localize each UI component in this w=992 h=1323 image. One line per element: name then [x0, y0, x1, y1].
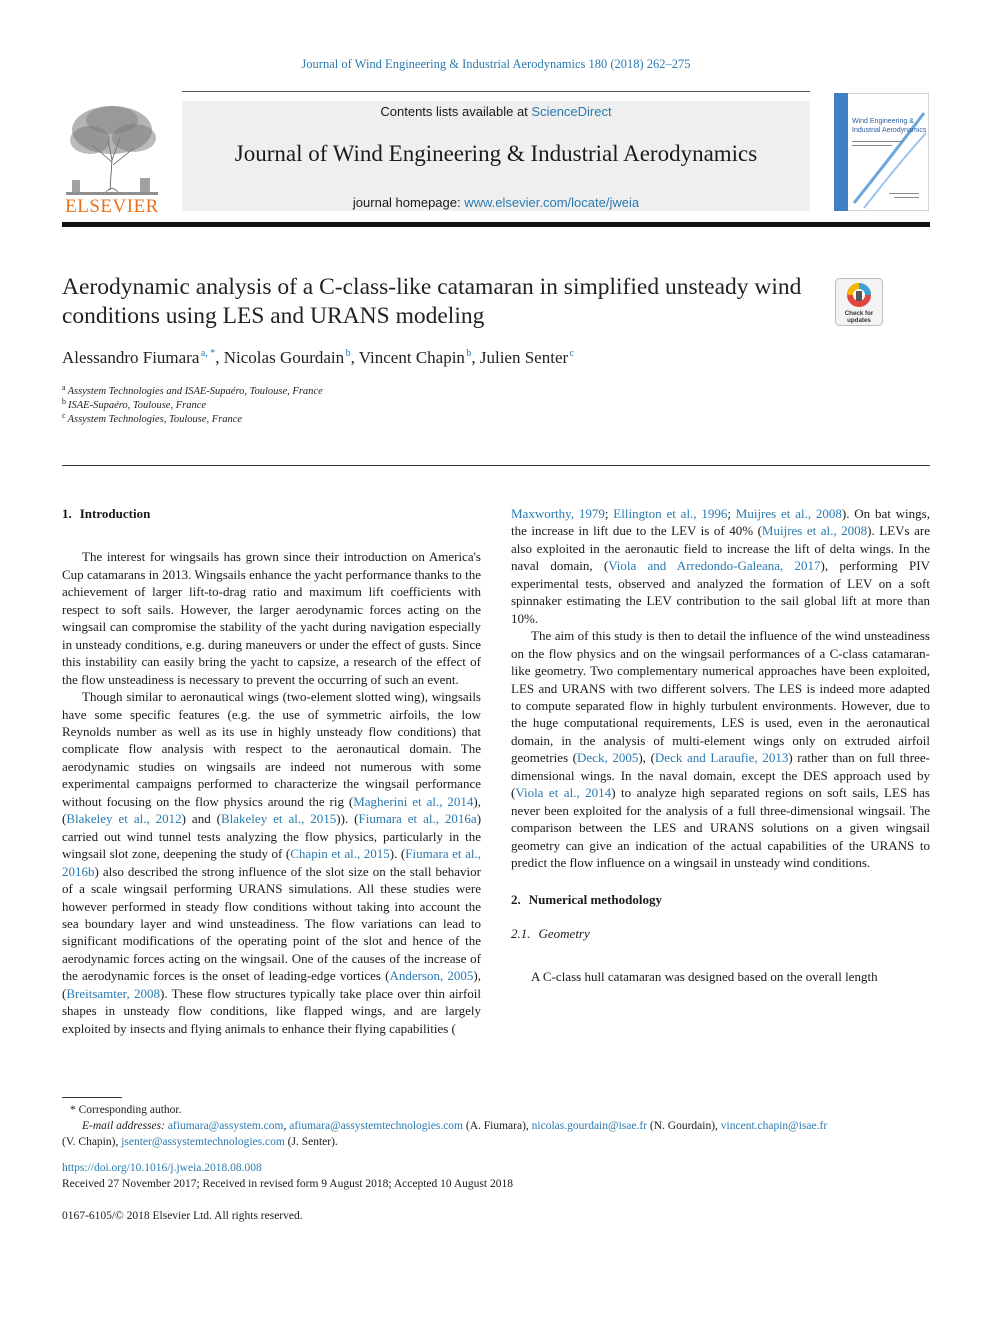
body-column-left [62, 505, 481, 1037]
email-link[interactable]: nicolas.gourdain@isae.fr [531, 1120, 648, 1132]
crossmark-line2: updates [847, 317, 871, 324]
author-affil-sup[interactable]: b [345, 348, 351, 359]
doi-link[interactable]: https://doi.org/10.1016/j.jweia.2018.08.008 [62, 1162, 262, 1174]
homepage-link[interactable]: www.elsevier.com/locate/jweia [464, 195, 640, 210]
author-affil-sup[interactable]: b [466, 348, 472, 359]
body-paragraph [511, 627, 930, 871]
section-heading-numerical-methodology [511, 891, 930, 908]
citation-link[interactable]: Deck and Laraufie, 2013 [654, 750, 789, 766]
citation-link[interactable]: Chapin et al., 2015 [290, 846, 390, 862]
citation-link[interactable]: Fiumara et al., 2016a [358, 811, 477, 827]
text-run: The aim of this study is then to detail the influence of the wind unsteadiness on the flow physics and on the wingsail performances of a C-class catamaran-like geometry. Two complementary numerical approaches have been exploited, LES and URANS with two different solvers. The LES is indeed more adapted to compute separated flow in highly turbulent environments. However, due to the huge computational requirements, LES is used, even in the aeronautical domain, in the analysis of multi-element wings only on extruded airfoil geometries ( [511, 628, 930, 766]
author-affil-sup[interactable]: c [569, 348, 575, 359]
homepage-prefix: journal homepage: [352, 195, 465, 210]
citation-link[interactable]: Blakeley et al., 2015 [220, 811, 337, 827]
footnote-text: Corresponding author. [78, 1104, 182, 1116]
copyright-notice: 0167-6105/© 2018 Elsevier Ltd. All rights reserved. [62, 1210, 303, 1222]
body-paragraph-continued [511, 505, 930, 627]
header-rule [62, 222, 930, 227]
journal-cover-thumbnail[interactable] [834, 93, 929, 211]
author-list [62, 348, 574, 368]
footnotes [62, 1102, 930, 1150]
affiliation [62, 383, 323, 397]
text-run: ). On bat wings, the increase in lift due to the LEV is of 40% ( [511, 506, 930, 539]
affiliation-text: Assystem Technologies and ISAE-Supaéro, Toulouse, France [67, 386, 323, 397]
section-heading-introduction [62, 505, 481, 522]
crossmark-line1: Check for [844, 310, 874, 317]
email-link[interactable]: jsenter@assystemtechnologies.com [121, 1136, 285, 1148]
text-run: ). LEVs are also exploited in the aeronautic field to increase the lift of delta wings. In the naval domain, ( [511, 523, 930, 574]
author-affil-sup[interactable]: a, * [200, 348, 216, 359]
citation-link[interactable]: Fiumara et al., 2016b [62, 846, 481, 879]
email-owner: (V. Chapin), [62, 1136, 119, 1148]
affiliation [62, 411, 242, 425]
text-run: ). ( [389, 846, 406, 862]
section-title: Numerical methodology [528, 891, 662, 907]
footnote-star: * [70, 1104, 76, 1116]
email-link[interactable]: afiumara@assystem.com [167, 1120, 284, 1132]
section-rule [62, 465, 930, 466]
affiliation-sup: c [62, 411, 66, 420]
email-owner: (A. Fiumara), [465, 1120, 529, 1132]
text-run: ) to analyze high separated regions on soft sails, LES has never been exploited for the analysis of a full three-dimensional wingsail. The comparison between the LES and URANS solutions on a given wingsail geometry can give an indication of the actual capabilities of the URANS to predict the flow influence on a wingsail in unsteady wind conditions. [511, 785, 930, 871]
email-label: E-mail addresses: [82, 1120, 165, 1132]
text-run: ; [604, 506, 614, 521]
contents-prefix: Contents lists available at [380, 104, 532, 119]
affiliation [62, 397, 206, 411]
masthead-top-rule [182, 91, 810, 92]
journal-masthead [182, 101, 810, 211]
corresponding-author-note [62, 1102, 930, 1118]
subsection-title: Geometry [538, 925, 590, 941]
text-run: ), ( [62, 968, 481, 1001]
cover-title-line2: Industrial Aerodynamics [852, 127, 927, 134]
elsevier-wordmark: ELSEVIER [65, 196, 159, 217]
citation-link[interactable]: Breitsamter, 2008 [66, 985, 161, 1001]
body-paragraph: The interest for wingsails has grown since their introduction on America's Cup catamarans in 2013. Wingsails enhance the yacht performance thanks to the achievement of larger lift-to-drag ratio and maximum lift coefficients with respect to soft sails. However, the larger aerodynamic forces acting on the wingsail can compromise the stability of the yacht during navigation especially in unsteady conditions, e.g. during maneuvers or under the effect of gusts. Since this instability can easily bring the yacht to capsize, a research of the effect of the flow unsteadiness is necessary to prevent the occurring of such an event. [62, 549, 481, 687]
citation-link[interactable]: Maxworthy, 1979 [511, 506, 605, 521]
author-name[interactable]: Julien Senter [479, 348, 569, 367]
text-run: ), ( [62, 793, 481, 827]
cover-title-line1: Wind Engineering & [852, 118, 914, 125]
section-number: 1. [62, 506, 72, 521]
body-paragraph [62, 688, 481, 1037]
footnote-rule [62, 1097, 122, 1098]
affiliation-text: Assystem Technologies, Toulouse, France [67, 414, 243, 425]
affiliation-sup: a [62, 383, 66, 392]
citation-link[interactable]: Muijres et al., 2008 [735, 506, 842, 521]
citation-link[interactable]: Viola et al., 2014 [515, 785, 612, 801]
text-run: ). These flow structures typically take place over thin airfoil shapes in unsteady flow conditions, like flapped wings, and are largely exploited by insects and flying animals to enhance their flying capabilities ( [62, 985, 482, 1036]
email-link[interactable]: vincent.chapin@isae.fr [720, 1120, 828, 1132]
author-name[interactable]: Vincent Chapin [358, 348, 465, 367]
crossmark-icon[interactable] [835, 278, 883, 326]
email-addresses-note-continued [62, 1134, 930, 1150]
email-addresses-note: E-mail addresses: afiumara@assystem.com, afiumara@assystemtechnologies.com (A. Fiumara), nicolas.gourdain@isae.fr (N. Gourdain), vincent.chapin@isae.fr [82, 1120, 828, 1132]
contents-lists-line [182, 104, 810, 119]
article-title: Aerodynamic analysis of a C-class-like catamaran in simplified unsteady wind conditions using LES and URANS modeling [62, 274, 802, 329]
sciencedirect-link[interactable]: ScienceDirect [531, 104, 612, 119]
body-column-right [511, 505, 930, 986]
text-run: ), ( [638, 750, 655, 766]
journal-homepage-line [182, 195, 810, 210]
citation-link[interactable]: Muijres et al., 2008 [761, 523, 868, 539]
text-run: ), performing PIV experimental tests, observed and analyzed the formation of LEV on a soft spinnaker estimating the LEV contribution to the sail global lift at more than 10%. [511, 558, 930, 626]
author-separator: , [350, 348, 359, 367]
text-run: ) also described the strong influence of the slot size on the stall behavior of a scale wingsail performing URANS simulations. All these studies were however performed in steady flow conditions without taking into account the sea boundary layer and wind unsteadiness. The flow variations can lead to significant modifications of the operating point of the slot and hence of the aerodynamic forces acting on the wingsail. One of the causes of the increase of the aerodynamic forces is the onset of leading-edge vortices ( [62, 863, 481, 984]
body-paragraph: A C-class hull catamaran was designed based on the overall length [531, 969, 878, 985]
affiliation-text: ISAE-Supaéro, Toulouse, France [68, 400, 207, 411]
citation-link[interactable]: Ellington et al., 1996 [613, 506, 728, 521]
text-run: ; [727, 506, 736, 521]
author-name[interactable]: Nicolas Gourdain [223, 348, 345, 367]
journal-name: Journal of Wind Engineering & Industrial Aerodynamics [234, 141, 758, 166]
citation-link[interactable]: Anderson, 2005 [389, 968, 474, 984]
affiliation-sup: b [62, 397, 66, 406]
section-number: 2. [511, 891, 521, 907]
subsection-heading-geometry [511, 925, 930, 942]
citation-link[interactable]: Deck, 2005 [577, 750, 639, 766]
author-name[interactable]: Alessandro Fiumara [62, 348, 200, 367]
text-run: )). ( [336, 811, 359, 827]
received-dates: Received 27 November 2017; Received in revised form 9 August 2018; Accepted 10 August 2018 [62, 1178, 513, 1190]
email-owner: (J. Senter). [287, 1136, 338, 1148]
subsection-number: 2.1. [511, 925, 531, 941]
text-run: ) rather than on full three-dimensional wings. In the naval domain, except the DES approach used by ( [511, 750, 930, 801]
author-separator: , [215, 348, 224, 367]
citation-link[interactable]: Blakeley et al., 2012 [66, 811, 182, 827]
citation-link[interactable]: Viola and Arredondo-Galeana, 2017 [608, 558, 821, 574]
text-run: ) and ( [181, 811, 221, 827]
text-run: Though similar to aeronautical wings (two-element slotted wing), wingsails have some specific features (e.g. the use of symmetric airfoils, the low Reynolds number as well as its use in highly unsteady flow conditions) that complicate flow analysis with respect to the aeronautical domain. The aerodynamic studies on wingsails are indeed not numerous with some experimental campaigns performed to characterize the wingsail performance without focusing on the flow physics around the rig ( [62, 689, 481, 809]
author-separator: , [471, 348, 480, 367]
text-run: ) carried out wind tunnel tests analyzing the flow physics, particularly in the wingsail slot zone, deepening the study of ( [62, 811, 482, 862]
journal-citation[interactable]: Journal of Wind Engineering & Industrial Aerodynamics 180 (2018) 262–275 [301, 57, 691, 71]
section-title: Introduction [79, 506, 151, 521]
citation-link[interactable]: Magherini et al., 2014 [353, 793, 474, 809]
email-link[interactable]: afiumara@assystemtechnologies.com [289, 1120, 463, 1132]
email-owner: (N. Gourdain), [649, 1120, 718, 1132]
